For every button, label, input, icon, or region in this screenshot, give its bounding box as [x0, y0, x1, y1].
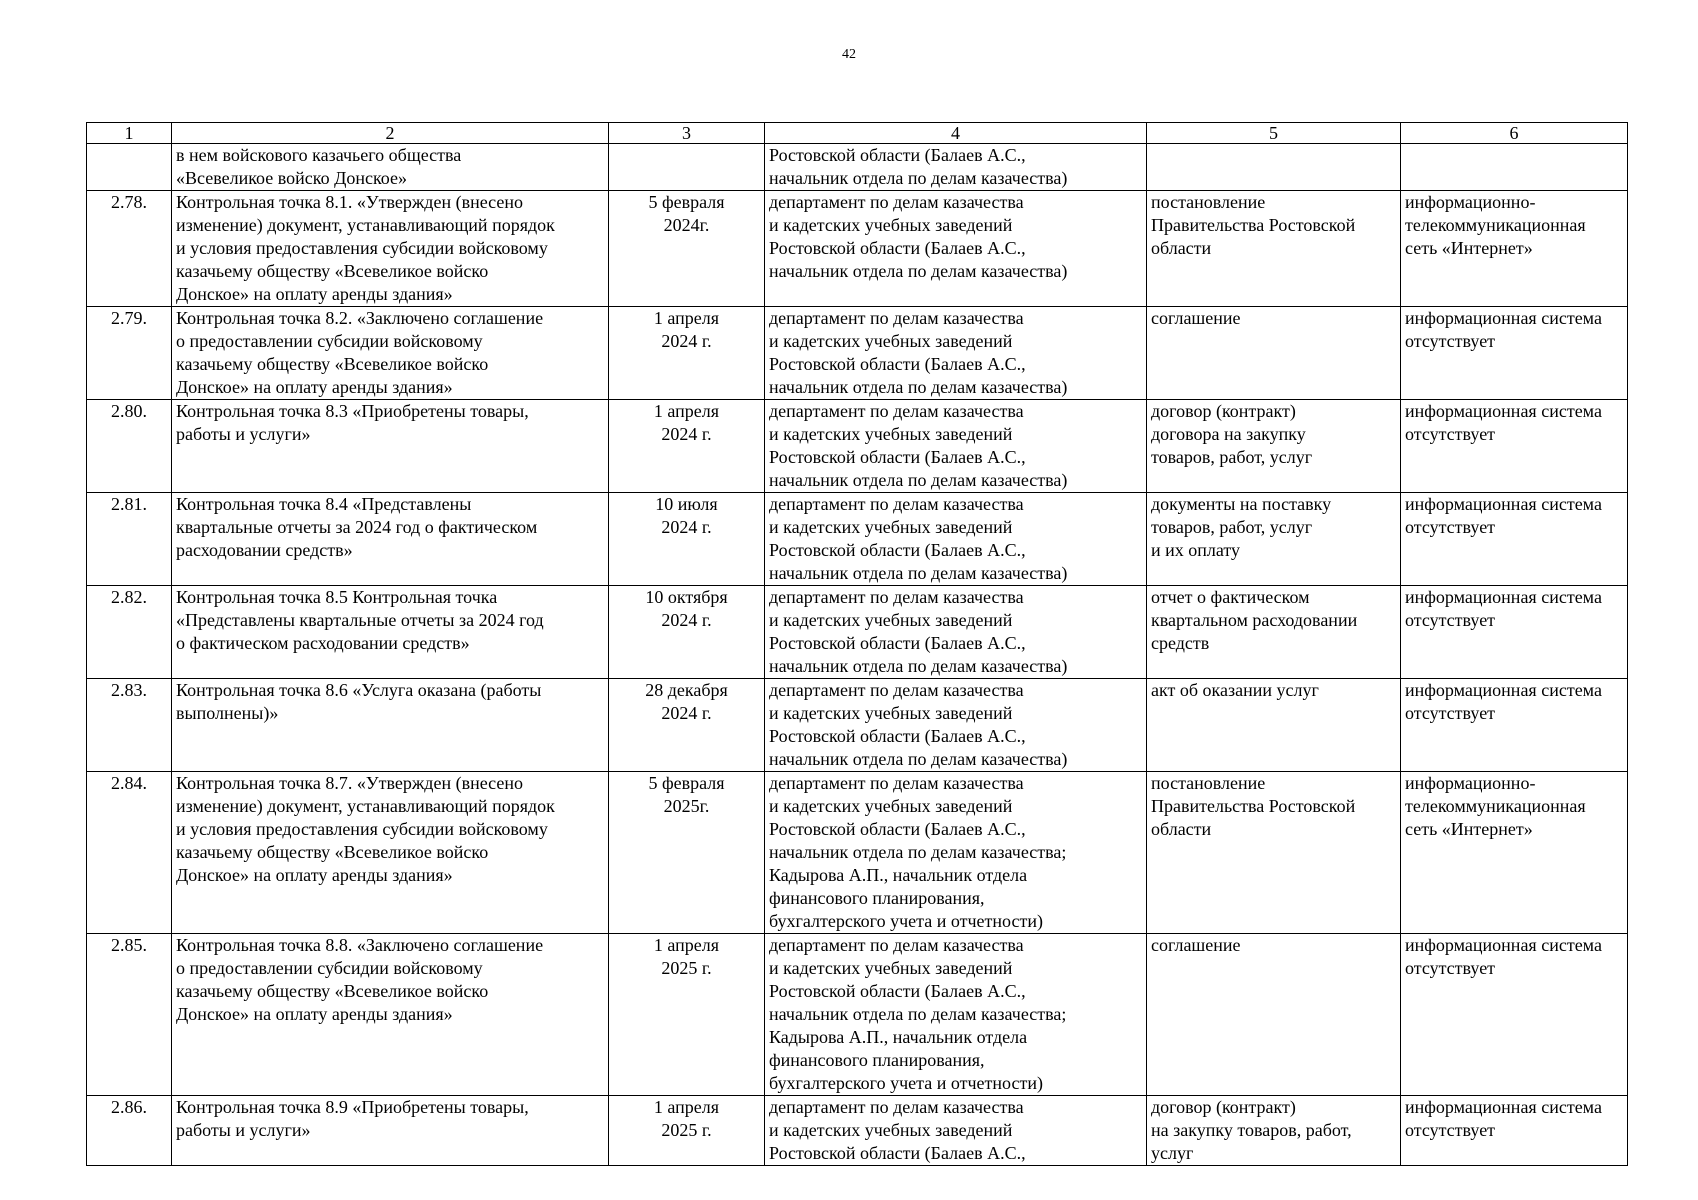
row-name: Контрольная точка 8.3 «Приобретены товары, работы и услуги»: [172, 400, 609, 493]
row-responsible: департамент по делам казачества и кадетских учебных заведений Ростовской области (Балаев А.С., начальник отдела по делам казачества): [765, 586, 1147, 679]
row-name: Контрольная точка 8.1. «Утвержден (внесено изменение) документ, устанавливающий порядок и условия предоставления субсидии войсковому казачьему обществу «Всевеликое войско Донское» на оплату аренды здания»: [172, 191, 609, 307]
row-date: [609, 144, 765, 191]
row-responsible: департамент по делам казачества и кадетских учебных заведений Ростовской области (Балаев А.С.,: [765, 1096, 1147, 1166]
row-responsible: департамент по делам казачества и кадетских учебных заведений Ростовской области (Балаев А.С., начальник отдела по делам казачества): [765, 679, 1147, 772]
row-information-system: информационная система отсутствует: [1401, 493, 1628, 586]
column-header: 2: [172, 123, 609, 144]
row-name: Контрольная точка 8.7. «Утвержден (внесено изменение) документ, устанавливающий порядок и условия предоставления субсидии войсковому казачьему обществу «Всевеликое войско Донское» на оплату аренды здания»: [172, 772, 609, 934]
row-number: 2.80.: [87, 400, 172, 493]
row-information-system: информационная система отсутствует: [1401, 1096, 1628, 1166]
row-document-type: постановление Правительства Ростовской области: [1147, 772, 1401, 934]
row-date: 1 апреля 2025 г.: [609, 934, 765, 1096]
row-date: 1 апреля 2024 г.: [609, 400, 765, 493]
row-document-type: акт об оказании услуг: [1147, 679, 1401, 772]
row-information-system: информационная система отсутствует: [1401, 934, 1628, 1096]
row-information-system: [1401, 144, 1628, 191]
column-header: 3: [609, 123, 765, 144]
row-name: Контрольная точка 8.6 «Услуга оказана (работы выполнены)»: [172, 679, 609, 772]
table-row: [87, 307, 1628, 400]
row-information-system: информационная система отсутствует: [1401, 586, 1628, 679]
row-name: Контрольная точка 8.2. «Заключено соглашение о предоставлении субсидии войсковому казачьему обществу «Всевеликое войско Донское» на оплату аренды здания»: [172, 307, 609, 400]
column-header: 1: [87, 123, 172, 144]
row-information-system: информационная система отсутствует: [1401, 679, 1628, 772]
row-document-type: отчет о фактическом квартальном расходовании средств: [1147, 586, 1401, 679]
row-responsible: департамент по делам казачества и кадетских учебных заведений Ростовской области (Балаев А.С., начальник отдела по делам казачества; Кадырова А.П., начальник отдела финансового планирования, бухгалтерского учета и отчетности): [765, 934, 1147, 1096]
row-responsible: департамент по делам казачества и кадетских учебных заведений Ростовской области (Балаев А.С., начальник отдела по делам казачества): [765, 400, 1147, 493]
table-row: [87, 679, 1628, 772]
row-responsible: департамент по делам казачества и кадетских учебных заведений Ростовской области (Балаев А.С., начальник отдела по делам казачества): [765, 191, 1147, 307]
row-number: 2.82.: [87, 586, 172, 679]
row-number: 2.81.: [87, 493, 172, 586]
row-responsible: департамент по делам казачества и кадетских учебных заведений Ростовской области (Балаев А.С., начальник отдела по делам казачества): [765, 307, 1147, 400]
row-name: в нем войскового казачьего общества «Всевеликое войско Донское»: [172, 144, 609, 191]
row-date: 28 декабря 2024 г.: [609, 679, 765, 772]
row-document-type: договор (контракт) договора на закупку товаров, работ, услуг: [1147, 400, 1401, 493]
table-header-row: [87, 123, 1628, 144]
row-information-system: информационно- телекоммуникационная сеть «Интернет»: [1401, 772, 1628, 934]
row-document-type: [1147, 144, 1401, 191]
table-row: [87, 1096, 1628, 1166]
row-document-type: постановление Правительства Ростовской области: [1147, 191, 1401, 307]
row-responsible: департамент по делам казачества и кадетских учебных заведений Ростовской области (Балаев А.С., начальник отдела по делам казачества; Кадырова А.П., начальник отдела финансового планирования, бухгалтерского учета и отчетности): [765, 772, 1147, 934]
row-number: 2.85.: [87, 934, 172, 1096]
table-row: [87, 934, 1628, 1096]
page-number: 42: [842, 47, 856, 62]
row-document-type: соглашение: [1147, 307, 1401, 400]
row-date: 10 октября 2024 г.: [609, 586, 765, 679]
row-document-type: договор (контракт) на закупку товаров, работ, услуг: [1147, 1096, 1401, 1166]
table-row: [87, 493, 1628, 586]
document-table: [86, 122, 1628, 1166]
row-number: 2.86.: [87, 1096, 172, 1166]
table-row: [87, 191, 1628, 307]
row-document-type: соглашение: [1147, 934, 1401, 1096]
row-number: 2.79.: [87, 307, 172, 400]
table-row: [87, 772, 1628, 934]
row-name: Контрольная точка 8.8. «Заключено соглашение о предоставлении субсидии войсковому казачьему обществу «Всевеликое войско Донское» на оплату аренды здания»: [172, 934, 609, 1096]
column-header: 5: [1147, 123, 1401, 144]
table-row: [87, 586, 1628, 679]
row-name: Контрольная точка 8.5 Контрольная точка «Представлены квартальные отчеты за 2024 год о фактическом расходовании средств»: [172, 586, 609, 679]
row-date: 5 февраля 2025г.: [609, 772, 765, 934]
row-name: Контрольная точка 8.4 «Представлены квартальные отчеты за 2024 год о фактическом расходовании средств»: [172, 493, 609, 586]
table-row: [87, 144, 1628, 191]
column-header: 6: [1401, 123, 1628, 144]
row-responsible: департамент по делам казачества и кадетских учебных заведений Ростовской области (Балаев А.С., начальник отдела по делам казачества): [765, 493, 1147, 586]
column-header: 4: [765, 123, 1147, 144]
row-number: 2.84.: [87, 772, 172, 934]
row-document-type: документы на поставку товаров, работ, услуг и их оплату: [1147, 493, 1401, 586]
row-date: 1 апреля 2024 г.: [609, 307, 765, 400]
row-number: 2.78.: [87, 191, 172, 307]
row-number: 2.83.: [87, 679, 172, 772]
row-date: 1 апреля 2025 г.: [609, 1096, 765, 1166]
table-row: [87, 400, 1628, 493]
row-information-system: информационная система отсутствует: [1401, 400, 1628, 493]
row-responsible: Ростовской области (Балаев А.С., начальник отдела по делам казачества): [765, 144, 1147, 191]
row-information-system: информационная система отсутствует: [1401, 307, 1628, 400]
row-name: Контрольная точка 8.9 «Приобретены товары, работы и услуги»: [172, 1096, 609, 1166]
row-number: [87, 144, 172, 191]
row-information-system: информационно- телекоммуникационная сеть «Интернет»: [1401, 191, 1628, 307]
row-date: 10 июля 2024 г.: [609, 493, 765, 586]
row-date: 5 февраля 2024г.: [609, 191, 765, 307]
